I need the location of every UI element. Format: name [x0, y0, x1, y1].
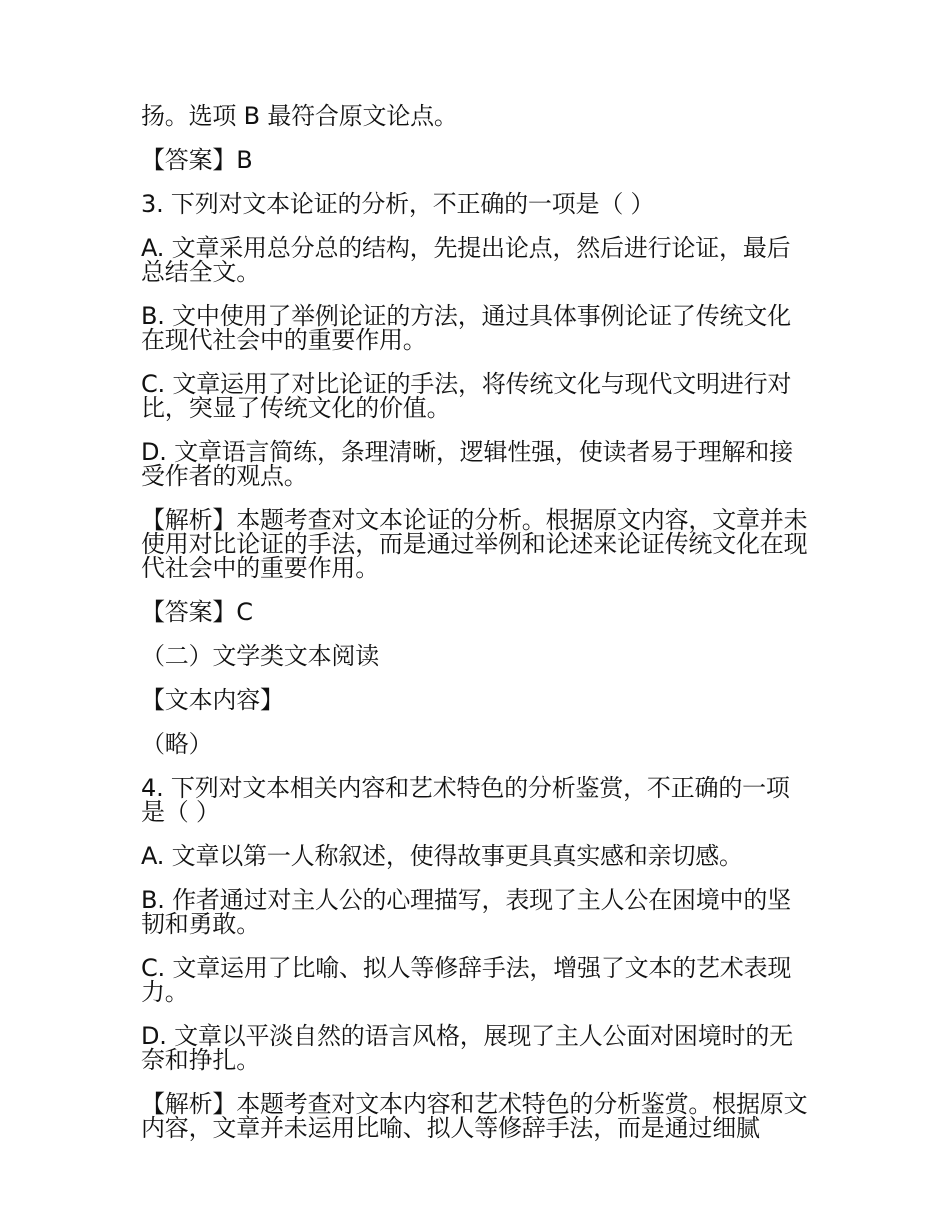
q4-option-c: C. 文章运用了比喻、拟人等修辞手法，增强了文本的艺术表现力。 — [141, 954, 792, 1006]
text-content-heading: 【文本内容】 — [141, 686, 284, 714]
text-omitted: （略） — [141, 730, 213, 758]
answer-q2: 【答案】B — [141, 146, 253, 174]
q3-option-a: A. 文章采用总分总的结构，先提出论点，然后进行论证，最后总结全文。 — [141, 234, 791, 286]
q3-option-d: D. 文章语言简练，条理清晰，逻辑性强，使读者易于理解和接受作者的观点。 — [141, 438, 793, 490]
section-heading-literary: （二）文学类文本阅读 — [141, 642, 379, 670]
q4-analysis: 【解析】本题考查对文本内容和艺术特色的分析鉴赏。根据原文内容，文章并未运用比喻、拟人等修辞手法，而是通过细腻 — [141, 1090, 808, 1142]
q4-option-a: A. 文章以第一人称叙述，使得故事更具真实感和亲切感。 — [141, 842, 743, 870]
question-3: 3. 下列对文本论证的分析，不正确的一项是（ ） — [141, 190, 655, 218]
answer-q3: 【答案】C — [141, 598, 253, 626]
q3-option-b: B. 文中使用了举例论证的方法，通过具体事例论证了传统文化在现代社会中的重要作用。 — [141, 302, 791, 354]
paragraph-continuation: 扬。选项 B 最符合原文论点。 — [141, 102, 458, 130]
question-4: 4. 下列对文本相关内容和艺术特色的分析鉴赏，不正确的一项是（ ） — [141, 774, 790, 826]
q4-option-b: B. 作者通过对主人公的心理描写，表现了主人公在困境中的坚韧和勇敢。 — [141, 886, 791, 938]
q4-option-d: D. 文章以平淡自然的语言风格，展现了主人公面对困境时的无奈和挣扎。 — [141, 1022, 793, 1074]
document-page — [141, 104, 813, 1160]
q3-analysis: 【解析】本题考查对文本论证的分析。根据原文内容，文章并未使用对比论证的手法，而是通过举例和论述来论证传统文化在现代社会中的重要作用。 — [141, 506, 808, 582]
q3-option-c: C. 文章运用了对比论证的手法，将传统文化与现代文明进行对比，突显了传统文化的价值。 — [141, 370, 792, 422]
